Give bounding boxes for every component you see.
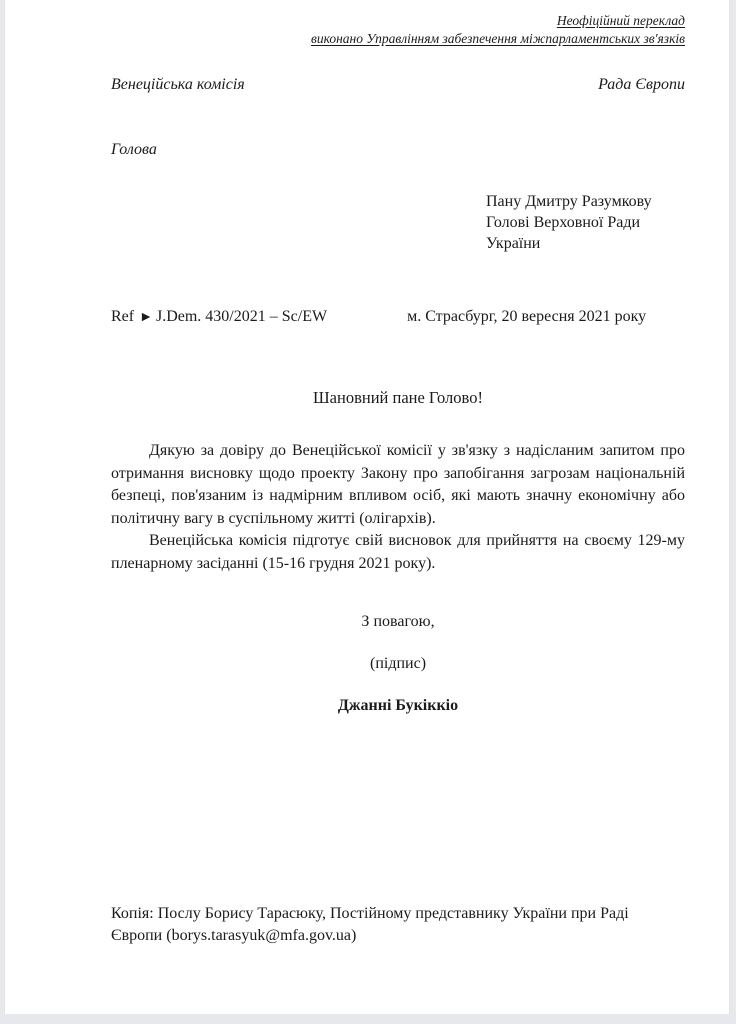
valediction: З повагою, xyxy=(361,613,435,630)
letter-body xyxy=(111,440,685,575)
sender-role: Голова xyxy=(111,141,157,158)
triangle-marker-icon: ► xyxy=(139,310,153,325)
page-bottom-band xyxy=(0,1014,736,1024)
document-content xyxy=(111,0,685,715)
salutation: Шановний пане Голово! xyxy=(313,388,483,407)
translator-note xyxy=(111,0,685,48)
carbon-copy-line-2: Європи (borys.tarasyuk@mfa.gov.ua) xyxy=(111,927,357,944)
addressee-line-2: Голові Верховної Ради xyxy=(486,214,641,231)
reference-block xyxy=(111,308,327,326)
signer-name: Джанні Букіккіо xyxy=(337,697,459,714)
addressee-line-1: Пану Дмитру Разумкову xyxy=(486,193,652,210)
addressee-line-3: України xyxy=(486,235,541,252)
institution-name: Рада Європи xyxy=(598,76,685,93)
signature-placeholder: (підпис) xyxy=(369,655,427,672)
translator-note-line-1: Неофіційний переклад xyxy=(556,13,685,28)
carbon-copy-note xyxy=(111,903,691,947)
carbon-copy-line-1: Копія: Послу Борису Тарасюку, Постійному представнику України при Раді xyxy=(111,905,629,922)
reference-number: J.Dem. 430/2021 – Sc/EW xyxy=(155,308,328,325)
document-page xyxy=(4,0,730,1014)
body-paragraph-2: Венеційська комісія підготує свій висновок для прийняття на своєму 129-му пленарному засіданні (15-16 грудня 2021 року). xyxy=(111,532,685,572)
closing-block xyxy=(111,613,685,715)
reference-label: Ref xyxy=(111,308,135,325)
reference-row xyxy=(111,308,685,326)
translator-note-line-2: виконано Управлінням забезпечення міжпарламентських зв'язків xyxy=(310,31,685,46)
body-paragraph-1: Дякую за довіру до Венеційської комісії у зв'язку з надісланим запитом про отримання висновку щодо проекту Закону про запобігання загрозам національній безпеці, пов'язаним із надмірним впливом осіб, які мають значну економічну або політичну вагу в суспільному житті (олігархів). xyxy=(111,442,685,527)
letterhead-row xyxy=(111,76,685,94)
organization-name: Венеційська комісія xyxy=(111,76,245,93)
addressee-block xyxy=(486,191,685,254)
place-and-date: м. Страсбург, 20 вересня 2021 року xyxy=(407,308,647,325)
